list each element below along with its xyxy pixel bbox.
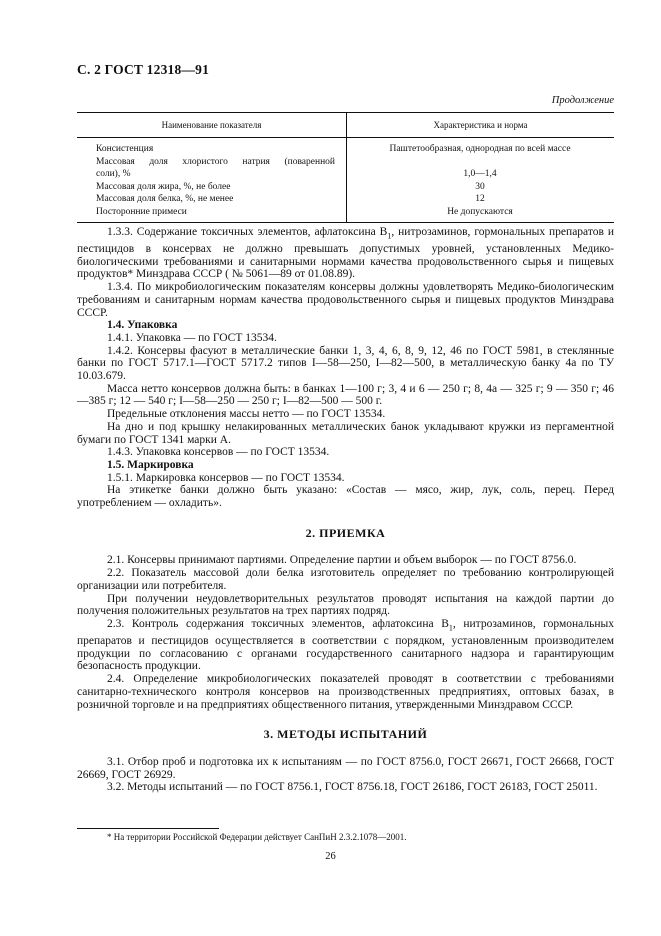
indicator-value: 1,0—1,4 — [463, 169, 497, 179]
characteristics-table — [77, 112, 614, 223]
indicator-name: Массовая доля хлористого натрия (поваренной — [96, 156, 335, 167]
indicator-value: 30 — [475, 181, 485, 192]
table-header — [77, 113, 614, 138]
indicator-value: 12 — [475, 194, 485, 204]
clause-3-1: 3.1. Отбор проб и подготовка их к испытаниям — по ГОСТ 8756.0, ГОСТ 26671, ГОСТ 26668, ГОСТ 26669, ГОСТ 26929. — [77, 755, 614, 781]
clause-1-5-1: 1.5.1. Маркировка консервов — по ГОСТ 13534. — [107, 471, 345, 484]
clause-1-4-2: 1.4.2. Консервы фасуют в металлические банки 1, 3, 4, 6, 8, 9, 12, 46 по ГОСТ 5981, в стеклянные банки по ГОСТ 5717.1—ГОСТ 5717.2 типов I—58—250, I—82—500, в металлическую банку 4а по ТУ 10.03.679. — [77, 344, 614, 383]
continuation-label: Продолжение — [551, 95, 614, 106]
indicator-value: Паштетообразная, однородная по всей массе — [389, 144, 571, 154]
table-row — [77, 168, 614, 181]
subscript: 1 — [448, 623, 453, 633]
clause-3-2: 3.2. Методы испытаний — по ГОСТ 8756.1, ГОСТ 8756.18, ГОСТ 26186, ГОСТ 26183, ГОСТ 25011. — [107, 781, 598, 794]
clause-1-3-3 — [77, 226, 614, 281]
indicator-name: Посторонние примеси — [96, 206, 187, 217]
subscript: 1 — [387, 231, 392, 241]
indicator-name: соли), % — [96, 169, 131, 179]
column-header-indicator: Наименование показателя — [161, 120, 262, 130]
section-title-test-methods: 3. МЕТОДЫ ИСПЫТАНИЙ — [263, 727, 428, 742]
clause-text: 2.3. Контроль содержания токсичных элементов, афлатоксина B — [107, 617, 449, 630]
table-body — [77, 138, 614, 222]
clause-text: , нитрозаминов, гормональных препаратов и пестицидов в консервах не должно превышать допустимых уровней, установленных Медико-биологическими требованиями и санитарными нормами качества продовольственного сырья и пищевых продуктов* Минздрава СССР ( № 5061—89 от 01.08.89). — [77, 226, 614, 281]
clause-1-4-3: 1.4.3. Упаковка консервов — по ГОСТ 13534. — [107, 446, 330, 459]
clause-1-3-4: 1.3.4. По микробиологическим показателям консервы должны удовлетворять Медико-биологическим требованиям и санитарным нормам качества продовольственного сырья и пищевых продуктов Минздрава СССР. — [77, 281, 614, 319]
clause-1-4-1: 1.4.1. Упаковка — по ГОСТ 13534. — [107, 331, 277, 344]
indicator-name: Массовая доля белка, %, не менее — [96, 194, 234, 204]
page-number: 26 — [325, 851, 336, 862]
deviation-paragraph: Предельные отклонения массы нетто — по ГОСТ 13534. — [107, 408, 386, 421]
page-header: С. 2 ГОСТ 12318—91 — [77, 62, 210, 77]
table-row — [77, 156, 614, 169]
footnote-divider — [77, 828, 219, 829]
table-row — [77, 193, 614, 206]
section-heading-packaging: 1.4. Упаковка — [107, 319, 178, 332]
clause-2-2: 2.2. Показатель массовой доли белка изготовитель определяет по требованию контролирующей организации или потребителя. — [77, 567, 614, 592]
column-header-norm: Характеристика и норма — [346, 113, 614, 137]
document-body — [77, 226, 614, 794]
clause-2-1: 2.1. Консервы принимают партиями. Определение партии и объем выборок — по ГОСТ 8756.0. — [107, 554, 577, 567]
table-row — [77, 181, 614, 194]
clause-2-2-continued: При получении неудовлетворительных результатов проводят испытания на каждой партии до получения положительных результатов на трех партиях подряд. — [77, 592, 614, 618]
section-title-acceptance: 2. ПРИЕМКА — [305, 525, 386, 540]
parchment-paragraph: На дно и под крышку нелакированных металлических банок укладывают кружки из пергаментной бумаги по ГОСТ 1341 марки А. — [77, 420, 614, 446]
footnote: * На территории Российской Федерации действует СанПиН 2.3.2.1078—2001. — [107, 832, 407, 842]
clause-text: 1.3.3. Содержание токсичных элементов, афлатоксина B — [107, 226, 388, 238]
clause-2-4: 2.4. Определение микробиологических показателей проводят в соответствии с требованиями санитарно-технического контроля консервов на производственных предприятиях, оптовых базах, в розничной торговле и на предприятиях общественного питания, утвержденными Минздравом СССР. — [77, 673, 614, 711]
indicator-value: Не допускаются — [447, 206, 513, 217]
section-heading-marking: 1.5. Маркировка — [107, 458, 194, 471]
clause-2-3 — [77, 618, 614, 673]
label-paragraph: На этикетке банки должно быть указано: «Состав — мясо, жир, лук, соль, перец. Перед употреблением — охладить». — [77, 484, 614, 510]
indicator-name: Консистенция — [96, 144, 154, 154]
table-row — [77, 143, 614, 156]
table-row — [77, 206, 614, 219]
indicator-name: Массовая доля жира, %, не более — [96, 181, 231, 192]
net-mass-paragraph: Масса нетто консервов должна быть: в банках 1—100 г; 3, 4 и 6 — 250 г; 8, 4а — 325 г; 9 — 350 г; 46—385 г; 12 — 540 г; I—58—250 — 250 г; I—82—500 — 500 г. — [77, 382, 614, 408]
clause-text: , нитрозаминов, гормональных препаратов и пестицидов осуществляется в соответствии с порядком, установленным производителем продукции по согласованию с органами государственного санитарного надзора и гарантирующим безопасность продукции. — [77, 617, 614, 673]
